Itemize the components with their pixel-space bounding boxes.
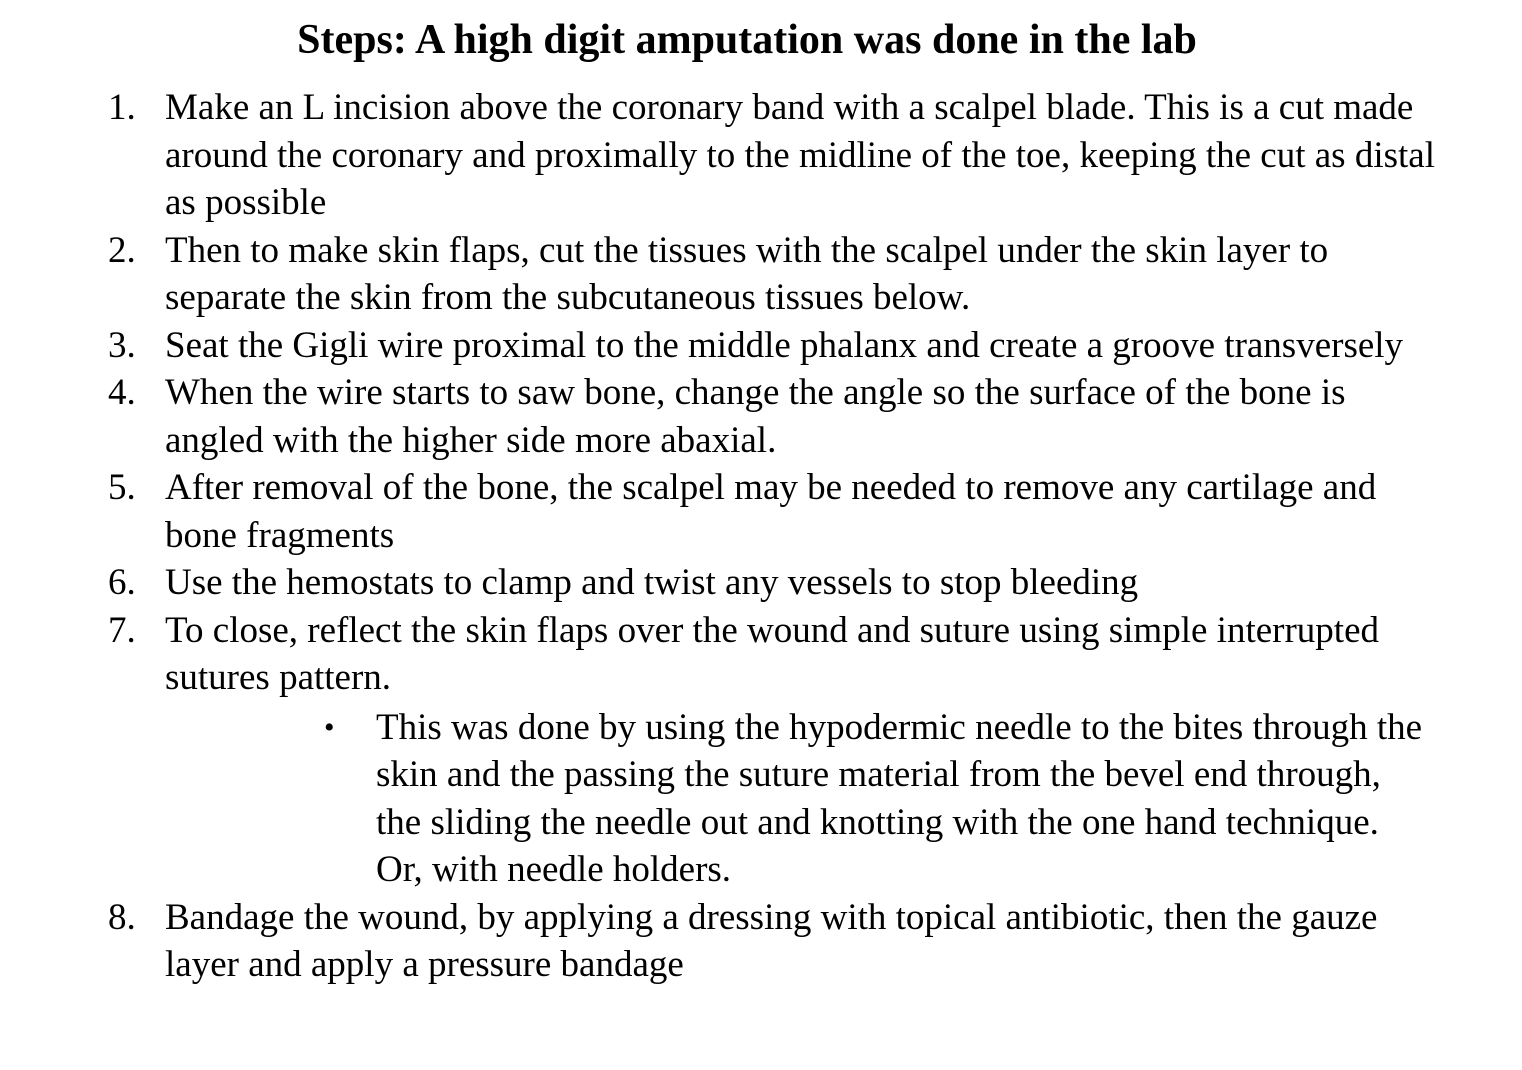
step-number: 2. — [108, 229, 136, 271]
step-number: 8. — [108, 896, 136, 938]
step-number: 5. — [108, 467, 136, 508]
step-item-7 — [0, 607, 1435, 894]
step-item-4 — [0, 369, 1435, 464]
step-number: 3. — [108, 324, 136, 366]
step-item-6 — [0, 559, 1435, 607]
sub-bullet-text: This was done by using the hypodermic needle to the bites through the skin and the passing the suture material from the bevel end through, the sliding the needle out and knotting with the one hand technique. Or, with needle holders. — [376, 706, 1423, 890]
step-number: 7. — [108, 609, 136, 651]
step-text: Seat the Gigli wire proximal to the middle phalanx and create a groove transversely — [165, 324, 1404, 366]
step-item-8 — [0, 894, 1435, 989]
step-item-2 — [0, 227, 1435, 322]
sub-bullet-item — [324, 704, 1426, 894]
document-title: Steps: A high digit amputation was done in the lab — [297, 17, 1197, 63]
step-text: Then to make skin flaps, cut the tissues with the scalpel under the skin layer to separate the skin from the subcutaneous tissues below. — [165, 229, 1329, 318]
step-number: 1. — [108, 87, 136, 128]
step-item-1 — [0, 84, 1435, 227]
step-text: After removal of the bone, the scalpel may be needed to remove any cartilage and bone fragments — [165, 467, 1377, 556]
steps-list — [0, 84, 1522, 989]
sub-bullet-list — [165, 704, 1435, 894]
step-item-5 — [0, 464, 1435, 559]
step-text: Make an L incision above the coronary band with a scalpel blade. This is a cut made around the coronary and proximally to the midline of the toe, keeping the cut as distal as possible — [165, 87, 1435, 223]
step-number: 4. — [108, 372, 136, 413]
step-text: Use the hemostats to clamp and twist any vessels to stop bleeding — [165, 562, 1139, 603]
step-text: When the wire starts to saw bone, change the angle so the surface of the bone is angled with the higher side more abaxial. — [165, 372, 1346, 461]
bullet-icon: • — [324, 710, 335, 744]
step-text: To close, reflect the skin flaps over the wound and suture using simple interrupted sutures pattern. — [165, 609, 1379, 698]
step-item-3 — [0, 322, 1435, 370]
step-number: 6. — [108, 562, 136, 603]
step-text: Bandage the wound, by applying a dressing with topical antibiotic, then the gauze layer and apply a pressure bandage — [165, 896, 1378, 985]
